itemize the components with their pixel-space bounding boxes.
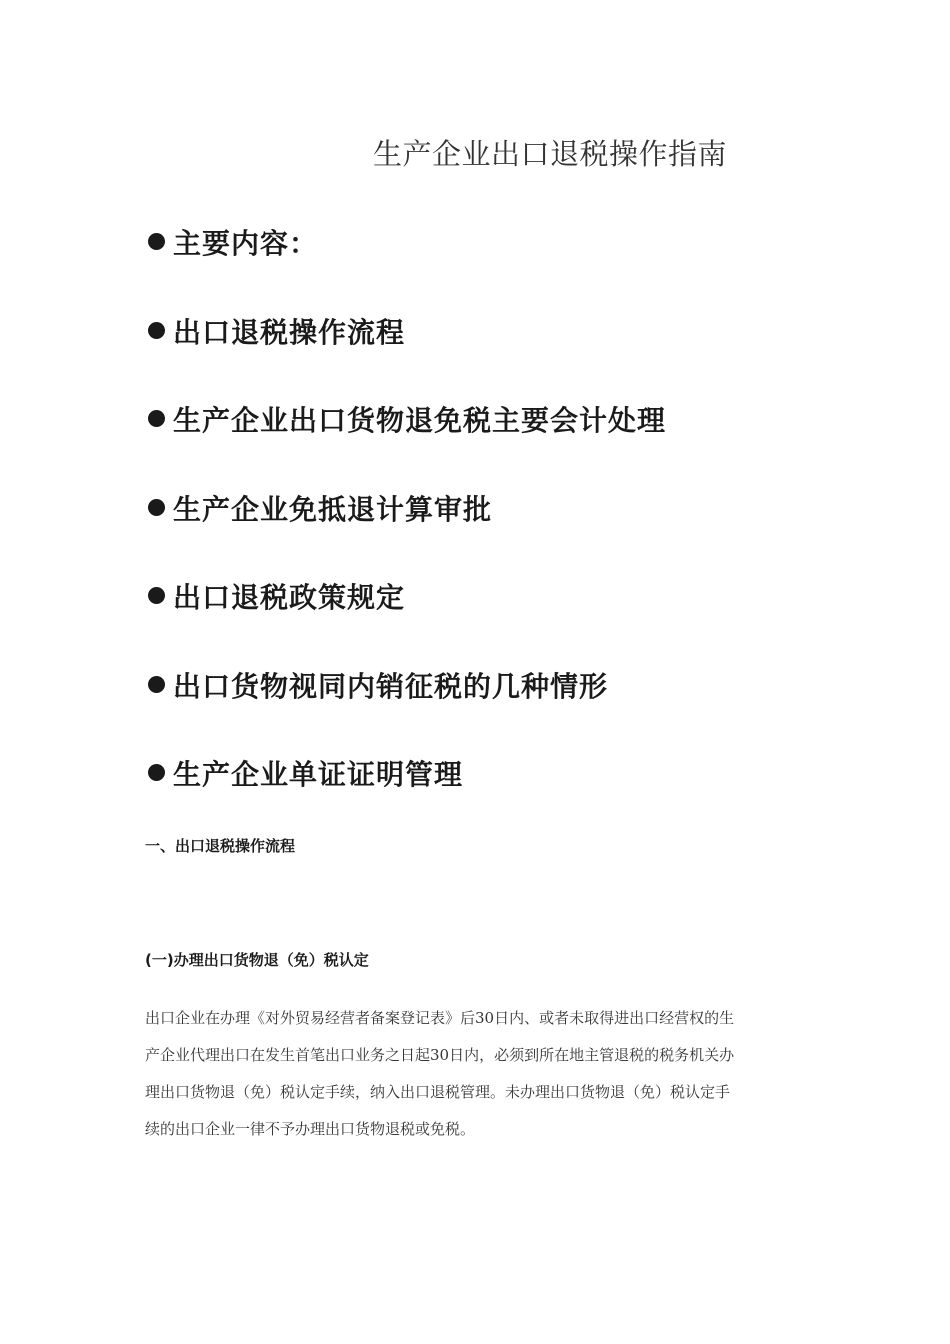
bullet-dot-icon <box>148 233 165 250</box>
bullet-dot-icon <box>148 322 165 339</box>
document-title: 生产企业出口退税操作指南 <box>373 137 728 171</box>
bullet-dot-icon <box>148 499 165 516</box>
bullet-text: 出口货物视同内销征税的几种情形 <box>173 669 609 703</box>
bullet-text: 主要内容： <box>173 227 319 260</box>
bullet-item <box>148 222 666 311</box>
paragraph-line: 出口企业在办理《对外贸易经营者备案登记表》后30日内、或者未取得进出口经营权的生 <box>145 1009 735 1027</box>
bullet-text: 生产企业免抵退计算审批 <box>173 492 493 526</box>
sub-heading: (一)办理出口货物退（免）税认定 <box>145 951 369 969</box>
bullet-item <box>148 399 666 488</box>
bullet-dot-icon <box>148 410 165 427</box>
bullet-item <box>148 665 666 754</box>
bullet-dot-icon <box>148 676 165 693</box>
paragraph-line: 产企业代理出口在发生首笔出口业务之日起30日内，必须到所在地主管退税的税务机关办 <box>145 1046 735 1064</box>
contents-bullet-list <box>148 222 666 842</box>
paragraph-line: 续的出口企业一律不予办理出口货物退税或免税。 <box>145 1120 476 1138</box>
bullet-text: 出口退税政策规定 <box>173 581 406 614</box>
bullet-text: 出口退税操作流程 <box>173 315 406 349</box>
bullet-item <box>148 311 666 400</box>
section-heading: 一、出口退税操作流程 <box>145 837 296 855</box>
bullet-dot-icon <box>148 764 165 781</box>
bullet-dot-icon <box>148 587 165 604</box>
body-paragraph <box>145 1005 810 1153</box>
bullet-text: 生产企业出口货物退免税主要会计处理 <box>173 404 667 437</box>
bullet-item <box>148 488 666 577</box>
bullet-text: 生产企业单证证明管理 <box>173 758 464 791</box>
bullet-item <box>148 753 666 842</box>
paragraph-line: 理出口货物退（免）税认定手续，纳入出口退税管理。未办理出口货物退（免）税认定手 <box>145 1083 731 1101</box>
bullet-item <box>148 576 666 665</box>
